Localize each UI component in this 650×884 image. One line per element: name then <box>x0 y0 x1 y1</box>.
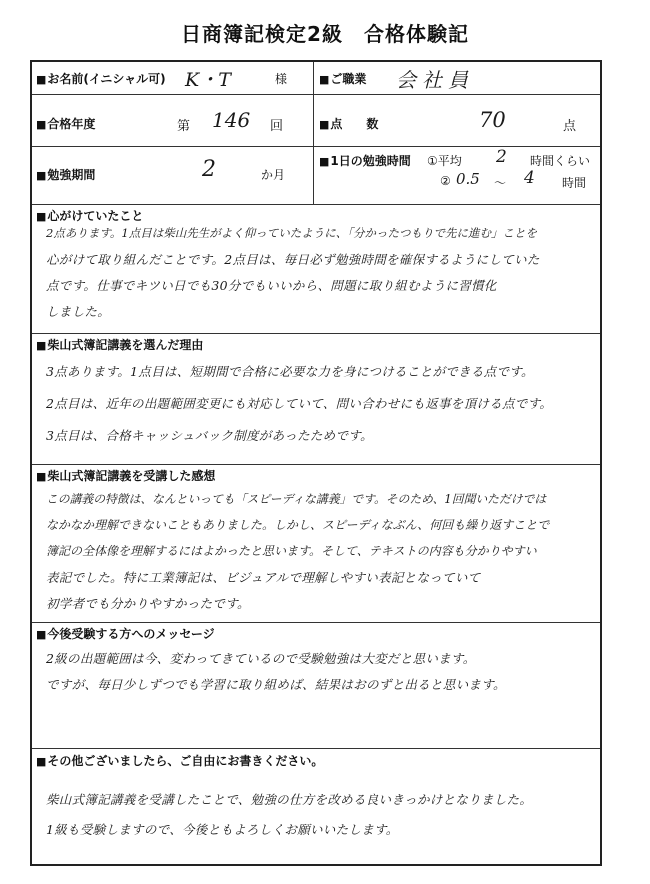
occupation-value: 会社員 <box>396 68 474 92</box>
row-divider <box>32 204 600 205</box>
section-text-line: 柴山式簿記講義を受講したことで、勉強の仕方を改める良いきっかけとなりました。 <box>46 792 533 807</box>
section-text-line: 初学者でも分かりやすかったです。 <box>46 596 250 611</box>
score-suffix: 点 <box>563 119 577 134</box>
row-divider <box>32 464 600 465</box>
year-prefix: 第 <box>177 119 191 134</box>
section-text-line: 3点あります。1点目は、短期間で合格に必要な力を身につけることができる点です。 <box>46 364 534 379</box>
daily-range-label: ② <box>440 174 451 188</box>
section-text-line: なかなか理解できないこともありました。しかし、スピーディなぶん、何回も繰り返すことで <box>46 518 550 532</box>
name-label: ■ お名前(イニシャル可) <box>36 70 166 87</box>
study-period-label: ■ 勉強期間 <box>36 166 95 183</box>
section-text-line: 表記でした。特に工業簿記は、ビジュアルで理解しやすい表記となっていて <box>46 570 481 585</box>
row-divider <box>32 622 600 623</box>
row-divider <box>32 94 600 95</box>
name-suffix: 様 <box>275 72 288 86</box>
daily-range-suffix: 時間 <box>562 176 587 190</box>
section-text-line: 2点目は、近年の出題範囲変更にも対応していて、問い合わせにも返事を頂ける点です。 <box>46 396 553 411</box>
section-label-reason: ■ 柴山式簿記講義を選んだ理由 <box>36 336 203 353</box>
section-text-line: 3点目は、合格キャッシュバック制度があったためです。 <box>46 428 373 443</box>
name-value: K・T <box>185 69 231 91</box>
section-text-line: 簿記の全体像を理解するにはよかったと思います。そして、テキストの内容も分かりやすい <box>46 544 537 558</box>
daily-avg-label: ①平均 <box>427 154 462 168</box>
section-text-line: 心がけて取り組んだことです。2点目は、毎日必ず勉強時間を確保するようにしていた <box>46 252 540 267</box>
row-divider <box>32 333 600 334</box>
form-frame <box>30 60 602 866</box>
daily-range-tilde: 〜 <box>494 176 507 190</box>
section-text-line: 2点あります。1点目は柴山先生がよく仰っていたように、「分かったつもりで先に進む」ことを <box>46 226 537 240</box>
year-label: ■ 合格年度 <box>36 115 95 132</box>
study-period-suffix: か月 <box>261 168 286 182</box>
column-divider <box>313 62 314 204</box>
section-label-message: ■ 今後受験する方へのメッセージ <box>36 625 215 642</box>
section-text-line: 1級も受験しますので、今後ともよろしくお願いいたします。 <box>46 822 399 837</box>
daily-study-label: ■ 1日の勉強時間 <box>319 152 411 169</box>
section-label-other: ■ その他ございましたら、ご自由にお書きください。 <box>36 752 323 769</box>
daily-range-to: 4 <box>524 168 535 188</box>
section-label-mindset: ■ 心がけていたこと <box>36 207 143 224</box>
year-value: 146 <box>212 108 251 132</box>
section-text-line: 点です。仕事でキツい日でも30分でもいいから、問題に取り組むように習慣化 <box>46 278 497 293</box>
section-text-line: この講義の特徴は、なんといっても「スピーディな講義」です。そのため、1回聞いただけでは <box>46 492 547 506</box>
score-value: 70 <box>479 108 506 132</box>
score-label: ■ 点 数 <box>319 115 378 132</box>
occupation-label: ■ ご職業 <box>319 70 366 87</box>
section-text-line: ですが、毎日少しずつでも学習に取り組めば、結果はおのずと出ると思います。 <box>46 677 506 692</box>
row-divider <box>32 748 600 749</box>
daily-avg-suffix: 時間くらい <box>530 154 591 168</box>
section-text-line: 2級の出題範囲は今、変わってきているので受験勉強は大変だと思います。 <box>46 651 476 666</box>
page-title: 日商簿記検定2級 合格体験記 <box>181 22 469 46</box>
row-divider <box>32 146 600 147</box>
study-period-value: 2 <box>202 157 216 182</box>
daily-avg-value: 2 <box>496 147 507 167</box>
year-suffix: 回 <box>270 119 284 134</box>
section-text-line: しました。 <box>46 304 111 319</box>
section-label-impressions: ■ 柴山式簿記講義を受講した感想 <box>36 467 215 484</box>
daily-range-from: 0.5 <box>456 170 480 188</box>
